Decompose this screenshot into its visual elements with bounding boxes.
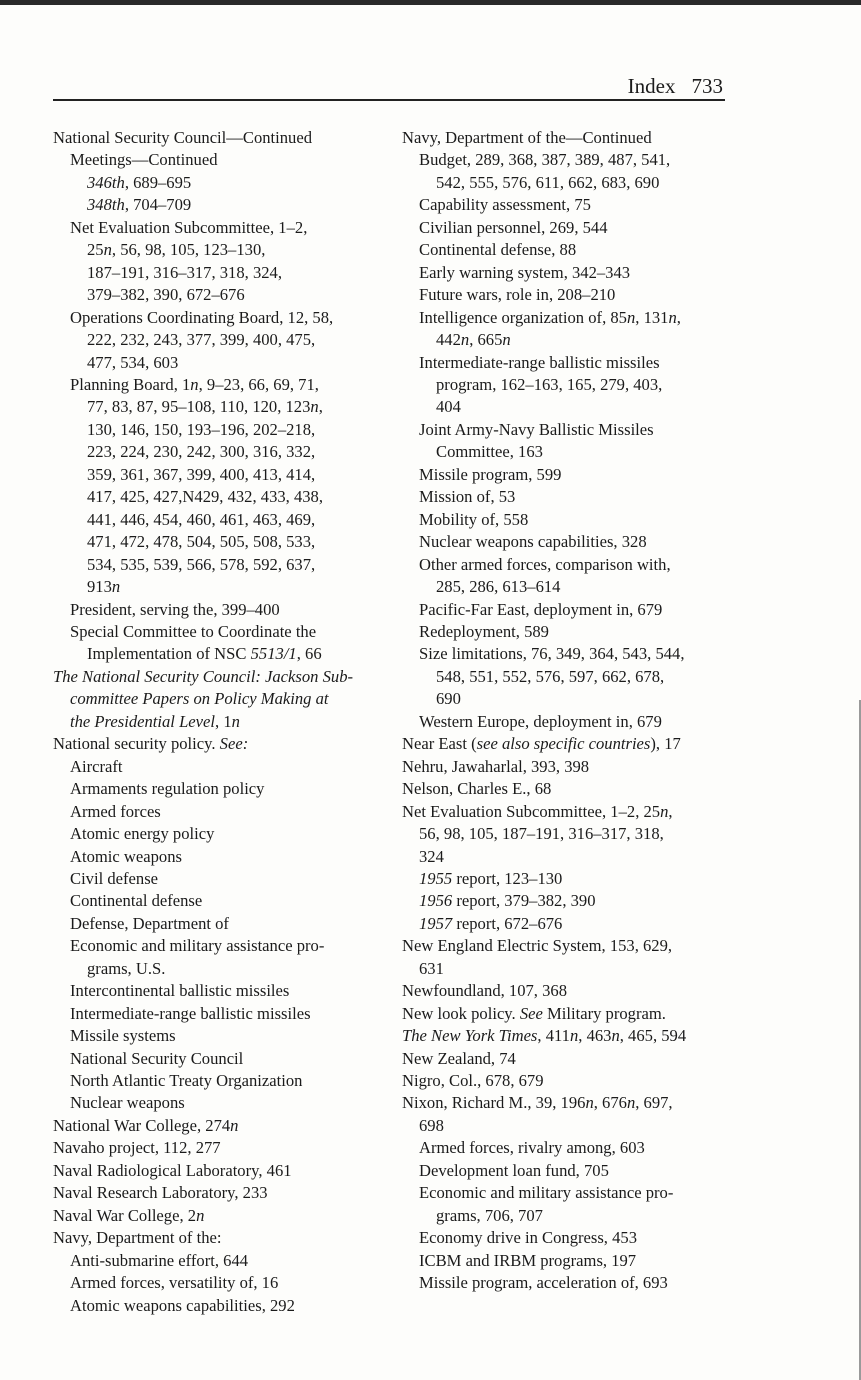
index-subentry <box>53 1025 383 1047</box>
entry-text: 379–382, 390, 672–676 <box>87 285 245 305</box>
index-subentry <box>53 1048 383 1070</box>
entry-text: Armaments regulation policy <box>70 779 265 799</box>
entry-text: Development loan fund, 705 <box>419 1160 609 1180</box>
entry-text: report, 672–676 <box>452 913 563 933</box>
entry-text: ), 17 <box>650 734 681 754</box>
index-subentry <box>402 352 724 419</box>
entry-text: 130, 146, 150, 193–196, 202–218, <box>87 419 316 439</box>
entry-text: n <box>611 1026 620 1046</box>
index-entry <box>402 1025 724 1047</box>
index-entry <box>53 127 383 149</box>
entry-text: Capability assessment, 75 <box>419 195 591 215</box>
index-entry <box>53 1227 383 1249</box>
index-subentry <box>402 262 724 284</box>
entry-text: n <box>190 374 199 394</box>
index-entry <box>402 1003 724 1025</box>
index-subentry <box>402 486 724 508</box>
entry-text: National Security Council—Continued <box>53 128 313 147</box>
entry-text: Operations Coordinating Board, 12, 58, <box>70 307 334 327</box>
entry-text: Future wars, role in, 208–210 <box>419 285 616 305</box>
index-subentry <box>53 1272 383 1294</box>
entry-text: 77, 83, 87, 95–108, 110, 120, 123 <box>87 397 311 417</box>
index-entry <box>53 1205 383 1227</box>
index-subentry <box>402 1272 724 1294</box>
entry-text: , 704–709 <box>124 195 192 215</box>
index-subentry <box>402 531 724 553</box>
entry-text: Net Evaluation Subcommittee, 1–2, <box>70 217 308 237</box>
entry-text: Economic and military assistance pro- <box>419 1183 674 1203</box>
entry-text: 324 <box>419 846 444 866</box>
entry-text: See <box>519 1003 543 1023</box>
entry-text: 25 <box>87 240 104 260</box>
index-subentry <box>53 307 383 374</box>
index-subentry <box>53 621 383 666</box>
index-subentry <box>402 284 724 306</box>
index-subentry <box>402 621 724 643</box>
entry-text: , 465, 594 <box>619 1026 687 1046</box>
entry-text: Aircraft <box>70 756 123 776</box>
entry-text: Near East ( <box>402 734 477 754</box>
entry-text: 471, 472, 478, 504, 505, 508, 533, <box>87 532 316 552</box>
index-subentry <box>402 599 724 621</box>
header-text <box>628 74 723 99</box>
entry-text: 913 <box>87 577 112 597</box>
entry-text: , 697, <box>635 1093 673 1113</box>
index-subentry <box>53 1250 383 1272</box>
index-subentry <box>402 890 724 912</box>
entry-text: Pacific-Far East, deployment in, 679 <box>419 599 663 619</box>
index-subentry <box>53 823 383 845</box>
entry-text: Armed forces <box>70 801 161 821</box>
index-subentry <box>53 1003 383 1025</box>
entry-text: Planning Board, 1 <box>70 374 191 394</box>
entry-text: Atomic weapons <box>70 846 182 866</box>
entry-text: n <box>626 307 636 327</box>
index-column-right <box>402 127 724 1295</box>
index-subentry <box>53 194 383 216</box>
entry-text: Continental defense, 88 <box>419 240 577 260</box>
entry-text: The New York Times <box>402 1026 538 1046</box>
entry-text: , 665 <box>469 330 503 350</box>
entry-text: the Presidential Level <box>70 711 216 731</box>
index-entry <box>53 1182 383 1204</box>
entry-text: Nigro, Col., 678, 679 <box>402 1071 544 1091</box>
entry-text: 417, 425, 427,N429, 432, 433, 438, <box>87 487 323 507</box>
header-section: Index <box>627 74 676 98</box>
entry-text: , 411 <box>537 1026 570 1046</box>
entry-text: Intelligence organization of, 85 <box>419 307 627 327</box>
entry-text: n <box>502 330 511 350</box>
entry-text: Armed forces, versatility of, 16 <box>70 1273 279 1293</box>
entry-text: Atomic energy policy <box>70 824 215 844</box>
entry-text: 477, 534, 603 <box>87 352 179 372</box>
entry-text: Nelson, Charles E., 68 <box>402 779 552 799</box>
entry-text: See: <box>219 734 249 754</box>
index-entry <box>402 801 724 868</box>
index-entry <box>402 1092 724 1137</box>
entry-text: Committee, 163 <box>436 442 543 462</box>
entry-text: President, serving the, 399–400 <box>70 599 280 619</box>
entry-text: n <box>310 397 319 417</box>
index-subentry <box>53 980 383 1002</box>
index-subentry <box>53 217 383 307</box>
page-number: 733 <box>691 74 723 98</box>
entry-text: Missile systems <box>70 1026 176 1046</box>
entry-text: grams, 706, 707 <box>436 1205 543 1225</box>
index-subentry <box>402 1137 724 1159</box>
entry-text: Nehru, Jawaharlal, 393, 398 <box>402 756 590 776</box>
index-subentry <box>402 711 724 733</box>
entry-text: , <box>668 801 673 821</box>
entry-text: , 676 <box>593 1093 627 1113</box>
entry-text: Defense, Department of <box>70 913 229 933</box>
entry-text: 222, 232, 243, 377, 399, 400, 475, <box>87 330 316 350</box>
index-subentry <box>53 374 383 599</box>
page-top-edge <box>0 0 861 5</box>
entry-text: , 66 <box>296 644 322 664</box>
entry-text: New Zealand, 74 <box>402 1048 516 1068</box>
entry-text: , 689–695 <box>124 172 192 192</box>
entry-text: Redeployment, 589 <box>419 621 549 641</box>
entry-text: 348th <box>87 195 125 215</box>
index-subentry <box>402 217 724 239</box>
entry-text: ICBM and IRBM programs, 197 <box>419 1250 637 1270</box>
entry-text: Mobility of, 558 <box>419 509 529 529</box>
entry-text: , 1 <box>215 711 232 731</box>
index-subentry <box>53 599 383 621</box>
entry-text: Western Europe, deployment in, 679 <box>419 711 662 731</box>
index-column-left <box>53 127 383 1317</box>
entry-text: Early warning system, 342–343 <box>419 262 631 282</box>
index-subentry <box>53 172 383 194</box>
entry-text: 548, 551, 552, 576, 597, 662, 678, <box>436 666 665 686</box>
index-subentry <box>402 1182 724 1227</box>
index-subentry <box>402 307 724 352</box>
entry-text: National security policy. <box>53 734 220 754</box>
index-subentry <box>53 890 383 912</box>
index-subentry <box>53 913 383 935</box>
entry-text: n <box>231 711 240 731</box>
entry-text: committee Papers on Policy Making at <box>70 689 329 709</box>
entry-text: n <box>626 1093 636 1113</box>
index-entry <box>53 1137 383 1159</box>
entry-text: 187–191, 316–317, 318, 324, <box>87 262 282 282</box>
index-subentry <box>402 419 724 464</box>
entry-text: Intercontinental ballistic missiles <box>70 981 290 1001</box>
entry-text: Anti-submarine effort, 644 <box>70 1250 249 1270</box>
entry-text: North Atlantic Treaty Organization <box>70 1071 303 1091</box>
index-subentry <box>53 868 383 890</box>
entry-text: Missile program, acceleration of, 693 <box>419 1273 668 1293</box>
index-subentry <box>402 1160 724 1182</box>
index-entry <box>402 733 724 755</box>
entry-text: 631 <box>419 958 444 978</box>
index-subentry <box>402 464 724 486</box>
index-subentry <box>402 509 724 531</box>
entry-text: , 131 <box>635 307 669 327</box>
index-subentry <box>53 149 383 171</box>
entry-text: Missile program, 599 <box>419 464 562 484</box>
entry-text: , 9–23, 66, 69, 71, <box>198 374 319 394</box>
entry-text: The National Security Council: Jackson Sub- <box>53 666 354 686</box>
entry-text: Navy, Department of the—Continued <box>402 128 652 147</box>
index-entry <box>53 666 383 733</box>
entry-text: Size limitations, 76, 349, 364, 543, 544, <box>419 644 685 664</box>
entry-text: 1955 <box>419 868 453 888</box>
index-subentry <box>402 194 724 216</box>
index-entry <box>402 935 724 980</box>
index-subentry <box>53 778 383 800</box>
index-subentry <box>53 935 383 980</box>
entry-text: Other armed forces, comparison with, <box>419 554 671 574</box>
index-subentry <box>53 846 383 868</box>
index-subentry <box>53 756 383 778</box>
index-subentry <box>53 801 383 823</box>
index-entry <box>402 980 724 1002</box>
index-subentry <box>402 239 724 261</box>
index-subentry <box>53 1092 383 1114</box>
entry-text: Newfoundland, 107, 368 <box>402 981 567 1001</box>
index-entry <box>53 1160 383 1182</box>
entry-text: n <box>585 1093 594 1113</box>
entry-text: 5513/1 <box>250 644 297 664</box>
index-entry <box>53 733 383 755</box>
entry-text: Continental defense <box>70 891 203 911</box>
index-entry <box>402 1048 724 1070</box>
entry-text: Economy drive in Congress, 453 <box>419 1228 637 1248</box>
entry-text: see also specific countries <box>476 734 651 754</box>
entry-text: , 56, 98, 105, 123–130, <box>111 240 266 260</box>
entry-text: , <box>318 397 323 417</box>
entry-text: New England Electric System, 153, 629, <box>402 936 673 956</box>
entry-text: Meetings—Continued <box>70 150 218 170</box>
entry-text: Civilian personnel, 269, 544 <box>419 217 608 237</box>
entry-text: n <box>196 1205 205 1225</box>
entry-text: Naval Radiological Laboratory, 461 <box>53 1160 292 1180</box>
entry-text: Civil defense <box>70 868 159 888</box>
entry-text: Nixon, Richard M., 39, 196 <box>402 1093 586 1113</box>
entry-text: 285, 286, 613–614 <box>436 577 561 597</box>
entry-text: Implementation of NSC <box>87 644 251 664</box>
index-subentry <box>402 643 724 710</box>
entry-text: 1956 <box>419 891 453 911</box>
entry-text: Mission of, 53 <box>419 487 516 507</box>
index-entry <box>402 1070 724 1092</box>
index-subentry <box>53 1070 383 1092</box>
entry-text: grams, U.S. <box>87 958 166 978</box>
entry-text: 1957 <box>419 913 453 933</box>
entry-text: Intermediate-range ballistic missiles <box>419 352 660 372</box>
entry-text: 534, 535, 539, 566, 578, 592, 637, <box>87 554 316 574</box>
entry-text: program, 162–163, 165, 279, 403, <box>436 374 663 394</box>
index-entry <box>402 127 724 149</box>
entry-text: Navaho project, 112, 277 <box>53 1138 221 1158</box>
entry-text: Nuclear weapons <box>70 1093 185 1113</box>
entry-text: report, 123–130 <box>452 868 563 888</box>
entry-text: n <box>103 240 112 260</box>
entry-text: Joint Army-Navy Ballistic Missiles <box>419 419 654 439</box>
entry-text: , 463 <box>578 1026 612 1046</box>
entry-text: Naval War College, 2 <box>53 1205 197 1225</box>
entry-text: Military program. <box>542 1003 666 1023</box>
entry-text: Armed forces, rivalry among, 603 <box>419 1138 645 1158</box>
index-subentry <box>402 149 724 194</box>
index-entry <box>402 756 724 778</box>
entry-text: 56, 98, 105, 187–191, 316–317, 318, <box>419 824 664 844</box>
index-subentry <box>402 913 724 935</box>
entry-text: Naval Research Laboratory, 233 <box>53 1183 268 1203</box>
entry-text: Intermediate-range ballistic missiles <box>70 1003 311 1023</box>
entry-text: 542, 555, 576, 611, 662, 683, 690 <box>436 172 660 192</box>
entry-text: n <box>668 307 677 327</box>
running-header <box>53 74 725 101</box>
entry-text: 359, 361, 367, 399, 400, 413, 414, <box>87 464 316 484</box>
entry-text: n <box>460 330 470 350</box>
entry-text: 441, 446, 454, 460, 461, 463, 469, <box>87 509 316 529</box>
entry-text: 690 <box>436 689 461 709</box>
entry-text: Atomic weapons capabilities, 292 <box>70 1295 295 1315</box>
index-subentry <box>402 1250 724 1272</box>
index-subentry <box>402 554 724 599</box>
index-subentry <box>402 1227 724 1249</box>
entry-text: , <box>676 307 681 327</box>
entry-text: n <box>111 577 121 597</box>
entry-text: report, 379–382, 390 <box>452 891 596 911</box>
entry-text: National Security Council <box>70 1048 244 1068</box>
entry-text: 442 <box>436 330 461 350</box>
entry-text: Economic and military assistance pro- <box>70 936 325 956</box>
entry-text: 346th <box>87 172 125 192</box>
entry-text: n <box>230 1115 239 1135</box>
entry-text: n <box>660 801 669 821</box>
entry-text: 698 <box>419 1115 444 1135</box>
index-subentry <box>53 1295 383 1317</box>
entry-text: Navy, Department of the: <box>53 1228 222 1248</box>
entry-text: 223, 224, 230, 242, 300, 316, 332, <box>87 442 316 462</box>
entry-text: Net Evaluation Subcommittee, 1–2, 25 <box>402 801 661 821</box>
index-subentry <box>402 868 724 890</box>
index-entry <box>402 778 724 800</box>
entry-text: n <box>569 1026 579 1046</box>
entry-text: Nuclear weapons capabilities, 328 <box>419 532 647 552</box>
entry-text: Budget, 289, 368, 387, 389, 487, 541, <box>419 150 671 170</box>
entry-text: Special Committee to Coordinate the <box>70 621 317 641</box>
entry-text: New look policy. <box>402 1003 520 1023</box>
entry-text: 404 <box>436 397 461 417</box>
index-entry <box>53 1115 383 1137</box>
entry-text: National War College, 274 <box>53 1115 231 1135</box>
